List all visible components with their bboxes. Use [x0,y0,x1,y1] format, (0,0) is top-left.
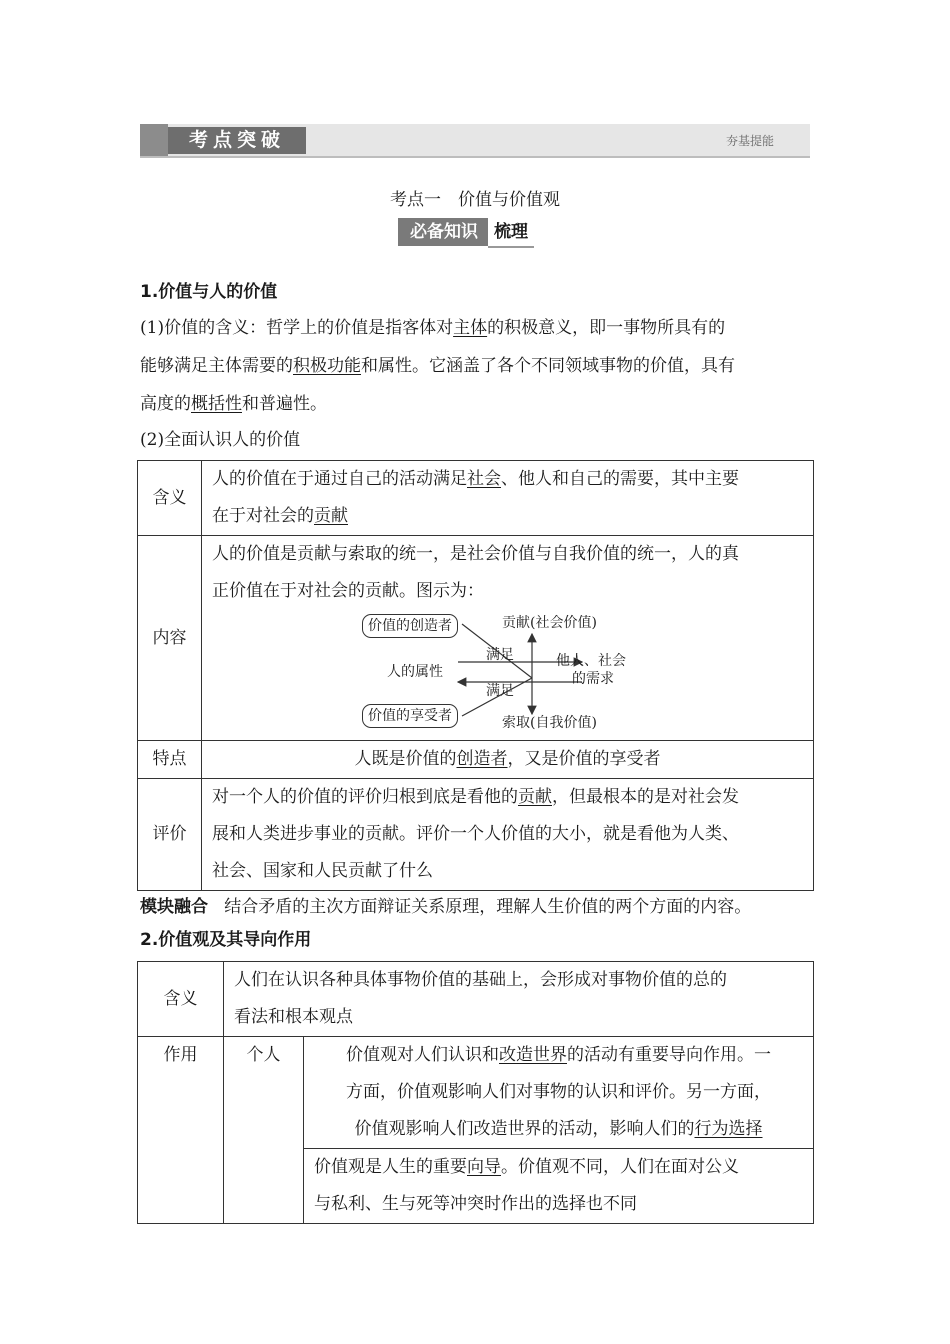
table-row [138,779,814,891]
topic-title: 考点一 价值与价值观 [390,190,560,210]
attr-label: 人的属性 [387,664,443,680]
row-content: 价值观对人们认识和改造世界的活动有重要导向作用。一 方面，价值观影响人们对事物的认识和评价。另一方面， 价值观影响人们改造世界的活动，影响人们的行为选择 [304,1037,814,1149]
module-label: 模块融合 [140,897,208,917]
row-content: 人的价值在于通过自己的活动满足社会、他人和自己的需要，其中主要 在于对社会的贡献 [202,461,814,536]
table-row [138,461,814,536]
badge-light-label: 梳理 [488,218,534,248]
row-content: 价值观是人生的重要向导。价值观不同，人们在面对公义 与私利、生与死等冲突时作出的选择也不同 [304,1149,814,1224]
section-badge [398,218,534,248]
satisfy-label: 满足 [486,683,514,699]
table-row [138,962,814,1037]
row-content: 人的价值是贡献与索取的统一，是社会价值与自我价值的统一，人的真 正价值在于对社会的贡献。图示为： 价值的创造者 价值的享受者 人的属性 满足 满足 贡献(社会价值) 索取(自我价值) 他人、社会 的需求 [202,536,814,741]
table-row [138,1037,814,1149]
table-row [138,741,814,779]
creator-box: 价值的创造者 [362,614,458,638]
person-value-table [137,460,814,891]
row-label: 特点 [138,741,202,779]
row-label: 含义 [138,962,224,1037]
section2-heading: 2.价值观及其导向作用 [140,930,312,950]
satisfy-label: 满足 [486,647,514,663]
row-content: 人既是价值的创造者，又是价值的享受者 [202,741,814,779]
row-content: 对一个人的价值的评价归根到底是看他的贡献，但最根本的是对社会发 展和人类进步事业的贡献。评价一个人价值的大小，就是看他为人类、 社会、国家和人民贡献了什么 [202,779,814,891]
paragraph-line: (1)价值的含义：哲学上的价值是指客体对主体的积极意义，即一事物所具有的 [140,318,726,338]
claim-label: 索取(自我价值) [502,715,597,731]
needs-label: 他人、社会 [556,653,626,669]
table-row [138,536,814,741]
banner-accent [140,124,168,156]
banner-tag: 考点突破 [168,127,306,154]
value-diagram [362,614,762,734]
paragraph-line: 能够满足主体需要的积极功能和属性。它涵盖了各个不同领域事物的价值，具有 [140,356,735,376]
contribution-label: 贡献(社会价值) [502,615,597,631]
value-view-table [137,961,814,1224]
paragraph-line: (2)全面认识人的价值 [140,430,301,450]
row-label: 作用 [138,1037,224,1224]
row-label: 内容 [138,536,202,741]
needs-label: 的需求 [572,671,614,687]
row-content: 人们在认识各种具体事物价值的基础上，会形成对事物价值的总的 看法和根本观点 [224,962,814,1037]
row-label: 含义 [138,461,202,536]
paragraph-line: 高度的概括性和普遍性。 [140,394,327,414]
banner-subtitle: 夯基提能 [726,134,775,148]
sub-label: 个人 [224,1037,304,1224]
section1-heading: 1.价值与人的价值 [140,282,278,302]
row-label: 评价 [138,779,202,891]
enjoyer-box: 价值的享受者 [362,704,458,728]
badge-dark-label: 必备知识 [398,218,488,246]
module-note: 模块融合 结合矛盾的主次方面辩证关系原理，理解人生价值的两个方面的内容。 [140,897,752,917]
